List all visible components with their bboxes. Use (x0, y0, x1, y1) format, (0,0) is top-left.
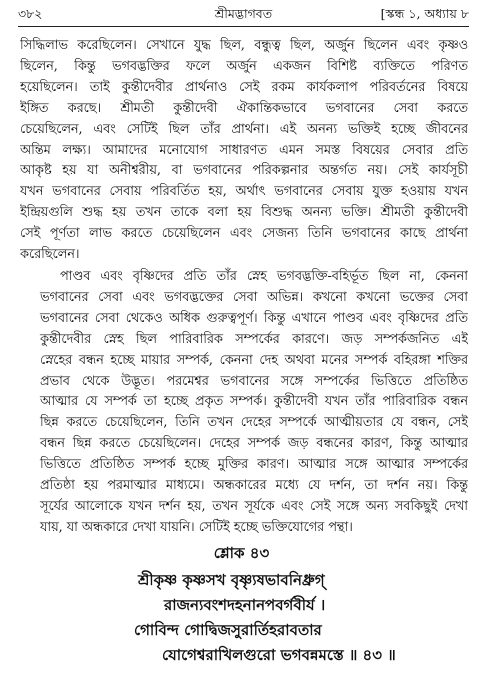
page-number: ৩৮২ (18, 6, 43, 21)
verse-line: যোগেশ্বরাখিলগুরো ভগবন্নমস্তে ॥ ৪৩ ॥ (162, 646, 396, 664)
text-line: হয়েছিলেন। তাই কুন্তীদেবীর প্রার্থনাও সেই রকম কার্যকলাপ পরিবর্তনের বিষয়ে (20, 79, 468, 95)
verse-block (0, 568, 483, 668)
text-line: আত্মার যে সম্পর্ক তা হচ্ছে প্রকৃত সম্পর্ক। কুন্তীদেবী যখন তাঁর পারিবারিক বন্ধন (40, 394, 468, 410)
text-line: যখন ভগবানের সেবায় পরিবর্তিত হয়, অর্থাৎ ভগবানের সেবায় যুক্ত হওয়ায় যখন (20, 184, 468, 200)
paragraph (20, 267, 468, 539)
text-line: প্রতিষ্ঠা হয় পরমাত্মার মাধ্যমে। অন্ধকারের মধ্যে যে দর্শন, তা দর্শন নয়। কিন্তু (40, 478, 468, 494)
text-line: ইন্দ্রিয়গুলি শুদ্ধ হয় তখন তাকে বলা হয় বিশুদ্ধ অনন্য ভক্তি। শ্রীমতী কুন্তীদেবী (20, 205, 468, 221)
header-rule (18, 26, 469, 27)
text-line: অন্তিম লক্ষ্য। আমাদের মনোযোগ সাধারণত এমন সমস্ত বিষয়ের সেবার প্রতি (20, 142, 468, 158)
text-line: ভিত্তিতে প্রতিষ্ঠিত সম্পর্ক হচ্ছে মুক্তির কারণ। আত্মার সঙ্গে আত্মার সম্পর্কের (40, 457, 468, 473)
verse-line: গোবিন্দ গোদ্বিজসুরার্তিহরাবতার (134, 621, 322, 639)
text-line: ভগবানের সেবা এবং ভগবদ্ভক্তের সেবা অভিন্ন। কখনো কখনো ভক্তের সেবা (40, 289, 468, 305)
page-header (18, 4, 469, 24)
commentary-body (20, 36, 468, 539)
text-line: স্নেহের বন্ধন হচ্ছে মায়ার সম্পর্ক, কেননা দেহ অথবা মনের সম্পর্ক বহিরঙ্গা শক্তির (40, 352, 468, 368)
text-line: বন্ধন ছিন্ন করতে চেয়েছিলেন। দেহের সম্পর্ক জড় বন্ধনের কারণ, কিন্তু আত্মার (40, 436, 468, 452)
text-line: আকৃষ্ট হয় যা অনীশ্বরীয়, বা ভগবানের পরিকল্পনার অন্তর্গত নয়। সেই কার্যসূচী (20, 163, 468, 179)
text-line: করেছিলেন। (20, 247, 80, 263)
section-reference: [স্কন্ধ ১, অধ্যায় ৮ (380, 6, 469, 21)
text-line: চেয়েছিলেন, এবং সেটিই ছিল তাঁর প্রার্থনা। এই অনন্য ভক্তিই হচ্ছে জীবনের (20, 121, 468, 137)
text-line: কুন্তীদেবীর স্নেহ ছিল পারিবারিক সম্পর্কের কারণে। জড় সম্পর্কজনিত এই (40, 331, 468, 347)
text-line: সূর্যের আলোকে যখন দর্শন হয়, তখন সূর্যকে এবং সেই সঙ্গে অন্য সবকিছুই দেখা (40, 498, 468, 514)
verse-line: শ্রীকৃষ্ণ কৃষ্ণসখ বৃষ্ণ্যৃষভাবনিধ্রুগ্ (138, 571, 325, 589)
text-line: ইঙ্গিত করছে। শ্রীমতী কুন্তীদেবী ঐকান্তিকভাবে ভগবানের সেবা করতে (20, 100, 468, 116)
verse-heading: শ্লোক ৪৩ (213, 544, 270, 562)
text-line: যায়, যা অন্ধকারে দেখা যায়নি। সেটিই হচ্ছে ভক্তিযোগের পন্থা। (40, 519, 353, 535)
text-line: প্রভাব থেকে উদ্ভূত। পরমেশ্বর ভগবানের সঙ্গে সম্পর্কের ভিত্তিতে প্রতিষ্ঠিত (40, 373, 468, 389)
book-title: শ্রীমদ্ভাগবত (214, 6, 273, 21)
text-line: সিদ্ধিলাভ করেছিলেন। সেখানে যুদ্ধ ছিল, বন্ধুত্ব ছিল, অর্জুন ছিলেন এবং কৃষ্ণও (20, 38, 468, 53)
text-line: ভগবানের সেবা থেকেও অধিক গুরুত্বপূর্ণ। কিন্তু এখানে পাণ্ডব এবং বৃষ্ণিদের প্রতি (40, 310, 468, 326)
text-line: সেই পূর্ণতা লাভ করতে চেয়েছিলেন এবং সেজন্য তিনি ভগবানের কাছে প্রার্থনা (20, 226, 468, 242)
paragraph (20, 36, 468, 266)
text-line: ছিলেন, কিন্তু ভগবদ্ভক্তির ফলে অর্জুন একজন বিশিষ্ট ব্যক্তিতে পরিণত (20, 58, 468, 74)
text-line: পাণ্ডব এবং বৃষ্ণিদের প্রতি তাঁর স্নেহ ভগবদ্ভক্তি-বহির্ভূত ছিল না, কেননা (60, 268, 468, 284)
verse-line: রাজন্যবংশদহনানপবর্গবীর্য । (164, 596, 326, 614)
text-line: ছিন্ন করতে চেয়েছিলেন, তিনি তখন দেহের সম্পর্কে আত্মীয়তার যে বন্ধন, সেই (40, 415, 468, 431)
